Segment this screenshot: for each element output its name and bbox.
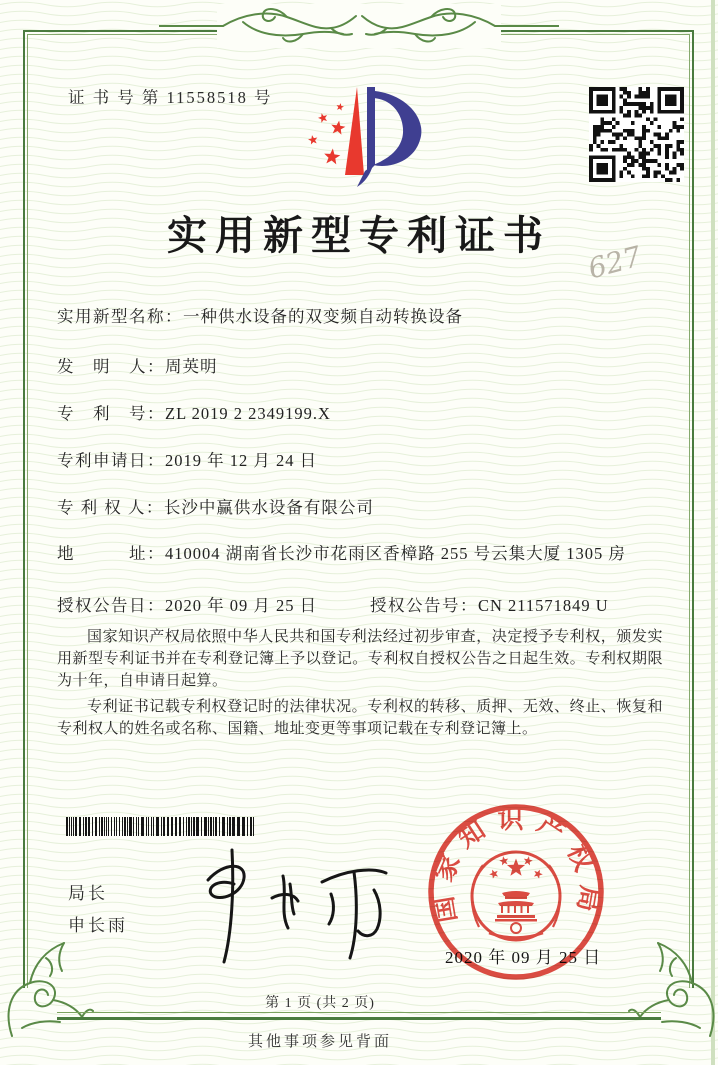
grant-number-label: 授权公告号： xyxy=(370,596,478,615)
field-filing-date xyxy=(57,447,669,471)
field-inventor xyxy=(57,353,669,377)
seal-circular-text: 国家知识产权局 xyxy=(427,804,605,925)
field-label: 地 址： xyxy=(57,544,165,563)
field-label: 实用新型名称： xyxy=(57,307,183,326)
seal-date: 2020 年 09 月 25 日 xyxy=(445,948,602,967)
footer-note: 其他事项参见背面 xyxy=(247,1034,392,1050)
field-label: 专 利 权 人： xyxy=(57,498,164,517)
field-label: 专 利 号： xyxy=(57,404,165,423)
barcode xyxy=(66,817,258,836)
official-seal xyxy=(421,797,611,987)
signer-position: 局长 xyxy=(68,884,108,903)
legal-paragraph-2: 专利证书记载专利权登记时的法律状况。专利权的转移、质押、无效、终止、恢复和专利权人的姓名或名称、国籍、地址变更等事项记载在专利登记簿上。 xyxy=(57,699,663,737)
field-patentee xyxy=(57,494,669,518)
legal-text xyxy=(57,626,663,740)
grant-date-label: 授权公告日： xyxy=(57,596,165,615)
pencil-annotation: 627 xyxy=(584,239,645,286)
field-grant-row xyxy=(57,592,669,616)
qr-code xyxy=(589,87,684,182)
bottom-left-flourish xyxy=(2,938,94,1040)
grant-number-value: CN 211571849 U xyxy=(478,596,609,615)
national-emblem xyxy=(472,852,560,940)
field-label: 专利申请日： xyxy=(57,451,165,470)
top-ornament xyxy=(159,4,559,48)
field-address xyxy=(57,540,669,564)
field-patent-number xyxy=(57,400,669,424)
field-value: 一种供水设备的双变频自动转换设备 xyxy=(183,307,463,326)
field-utility-model-name xyxy=(57,303,669,327)
cnipa-logo xyxy=(285,85,435,205)
page-title: 实用新型专利证书 xyxy=(167,213,551,258)
grant-number xyxy=(370,592,609,616)
paper-edge xyxy=(711,0,715,1065)
logo-p-bowl xyxy=(373,91,421,166)
field-value: 周英明 xyxy=(165,357,218,376)
field-label: 发 明 人： xyxy=(57,357,165,376)
bottom-rule xyxy=(57,1012,661,1020)
logo-red-wedge xyxy=(345,87,364,175)
page-number: 第 1 页 (共 2 页) xyxy=(265,996,375,1011)
field-value: 2019 年 12 月 24 日 xyxy=(165,451,318,470)
bottom-right-flourish xyxy=(628,938,718,1040)
signer-name: 申长雨 xyxy=(68,916,128,935)
field-value: 长沙中赢供水设备有限公司 xyxy=(163,498,374,517)
logo-blue-bar xyxy=(367,87,375,173)
field-value: 410004 湖南省长沙市花雨区香樟路 255 号云集大厦 1305 房 xyxy=(165,544,626,563)
signature xyxy=(188,840,398,968)
grant-date-value: 2020 年 09 月 25 日 xyxy=(165,596,318,615)
certificate-number: 证 书 号 第 11558518 号 xyxy=(68,88,273,107)
legal-paragraph-1: 国家知识产权局依照中华人民共和国专利法经过初步审查，决定授予专利权，颁发实用新型专利证书并在专利登记簿上予以登记。专利权自授权公告之日起生效。专利权期限为十年，自申请日起算。 xyxy=(57,629,663,689)
field-value: ZL 2019 2 2349199.X xyxy=(165,404,331,423)
